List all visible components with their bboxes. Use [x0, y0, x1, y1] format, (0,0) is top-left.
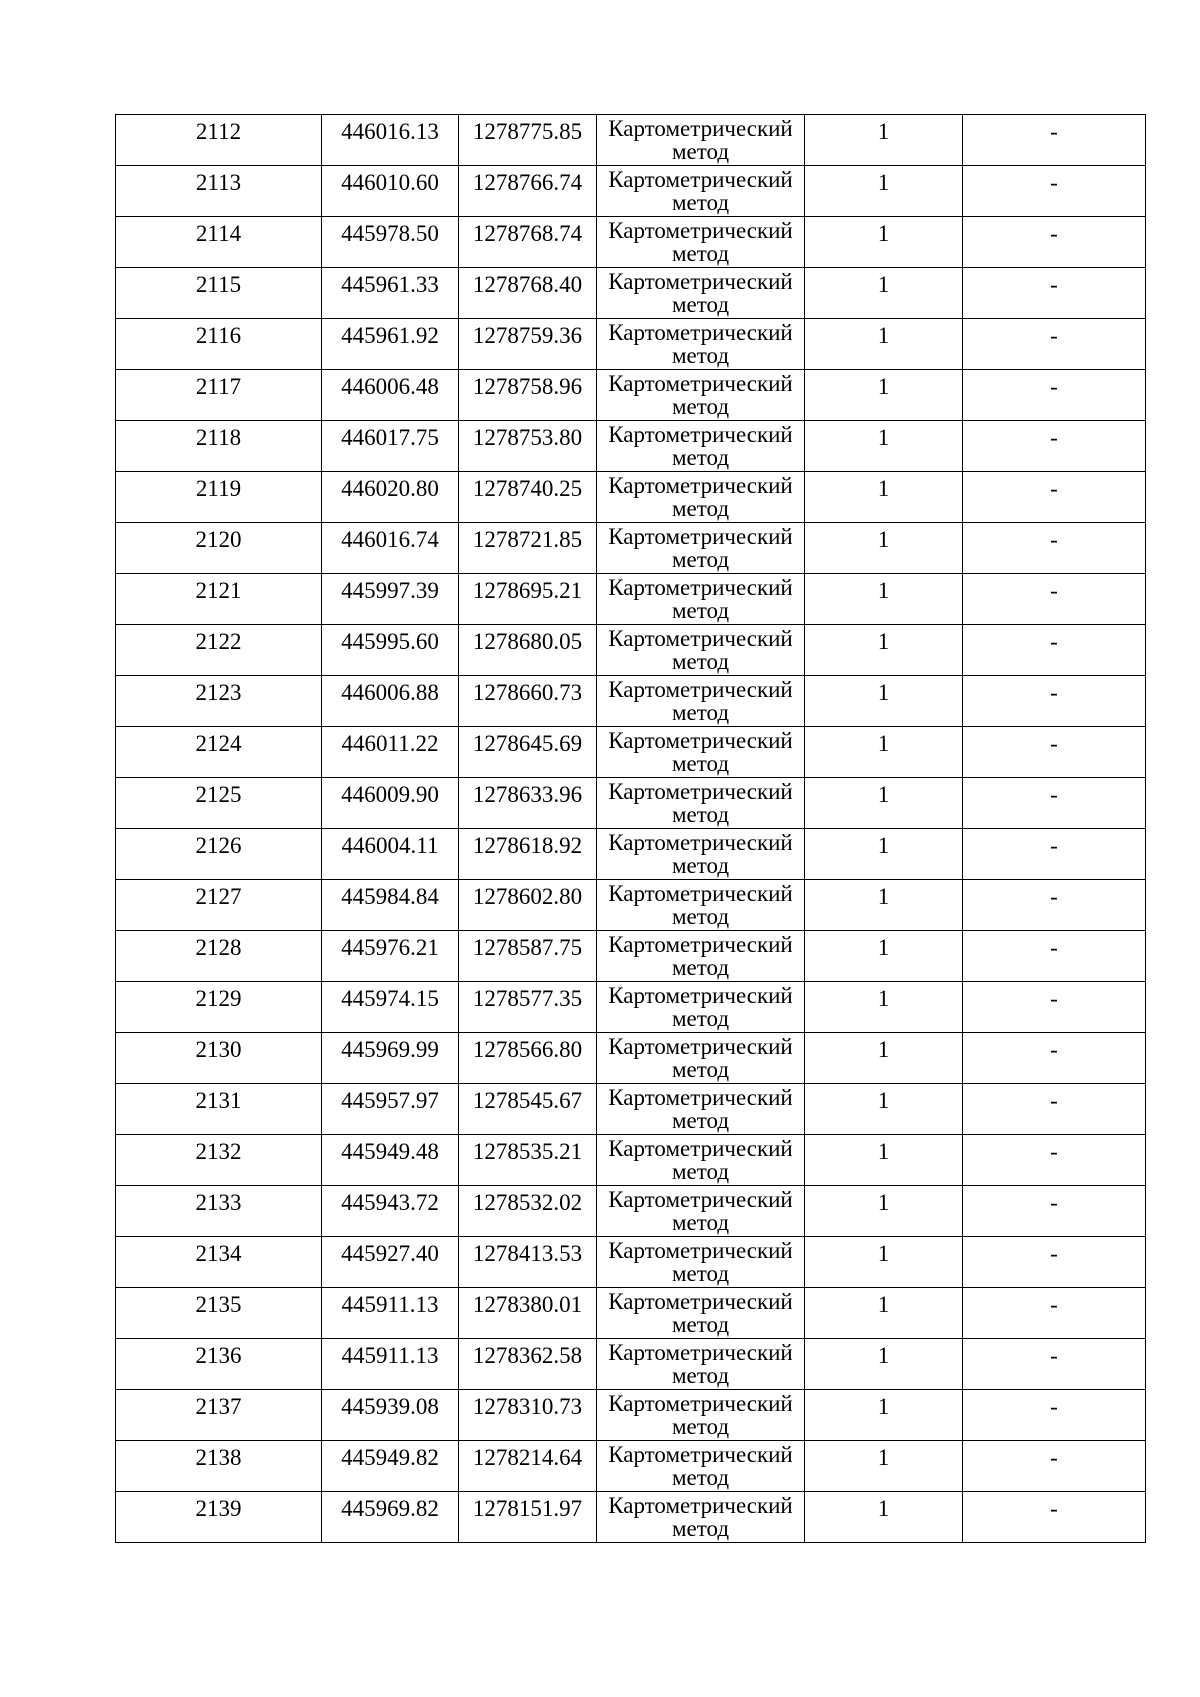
point-number-cell: 2128 [116, 931, 322, 982]
note-cell: - [963, 880, 1146, 931]
y-coordinate-cell: 1278380.01 [459, 1288, 597, 1339]
accuracy-cell: 1 [805, 1288, 963, 1339]
method-line-1: Картометрический [608, 1187, 793, 1212]
method-line-2: метод [671, 751, 730, 776]
point-number-cell: 2113 [116, 166, 322, 217]
method-cell [597, 1339, 805, 1390]
point-number-cell: 2138 [116, 1441, 322, 1492]
accuracy-cell: 1 [805, 370, 963, 421]
table-row [116, 370, 1146, 421]
y-coordinate-cell: 1278413.53 [459, 1237, 597, 1288]
method-line-2: метод [671, 241, 730, 266]
table-row [116, 1135, 1146, 1186]
method-cell [597, 1033, 805, 1084]
x-coordinate-cell: 446016.74 [322, 523, 459, 574]
method-line-1: Картометрический [608, 1493, 793, 1518]
method-line-2: метод [671, 1516, 730, 1541]
table-row [116, 1492, 1146, 1543]
point-number-cell: 2116 [116, 319, 322, 370]
method-cell [597, 1084, 805, 1135]
x-coordinate-cell: 445939.08 [322, 1390, 459, 1441]
table-row [116, 1237, 1146, 1288]
method-line-2: метод [671, 649, 730, 674]
method-cell [597, 1135, 805, 1186]
method-line-2: метод [671, 1465, 730, 1490]
note-cell: - [963, 1033, 1146, 1084]
y-coordinate-cell: 1278577.35 [459, 982, 597, 1033]
x-coordinate-cell: 446016.13 [322, 115, 459, 166]
point-number-cell: 2118 [116, 421, 322, 472]
method-line-2: метод [671, 1261, 730, 1286]
y-coordinate-cell: 1278660.73 [459, 676, 597, 727]
method-line-1: Картометрический [608, 1085, 793, 1110]
method-line-1: Картометрический [608, 1442, 793, 1467]
note-cell: - [963, 829, 1146, 880]
note-cell: - [963, 370, 1146, 421]
note-cell: - [963, 625, 1146, 676]
accuracy-cell: 1 [805, 931, 963, 982]
method-line-1: Картометрический [608, 422, 793, 447]
y-coordinate-cell: 1278532.02 [459, 1186, 597, 1237]
accuracy-cell: 1 [805, 1237, 963, 1288]
coordinates-table [115, 114, 1146, 1543]
method-line-1: Картометрический [608, 269, 793, 294]
x-coordinate-cell: 445957.97 [322, 1084, 459, 1135]
method-line-2: метод [671, 1363, 730, 1388]
point-number-cell: 2137 [116, 1390, 322, 1441]
method-line-2: метод [671, 1210, 730, 1235]
table-row [116, 421, 1146, 472]
table-body [116, 115, 1146, 1543]
y-coordinate-cell: 1278566.80 [459, 1033, 597, 1084]
accuracy-cell: 1 [805, 166, 963, 217]
x-coordinate-cell: 445961.33 [322, 268, 459, 319]
y-coordinate-cell: 1278766.74 [459, 166, 597, 217]
method-cell [597, 421, 805, 472]
y-coordinate-cell: 1278721.85 [459, 523, 597, 574]
x-coordinate-cell: 446006.48 [322, 370, 459, 421]
method-cell [597, 115, 805, 166]
table-row [116, 166, 1146, 217]
point-number-cell: 2129 [116, 982, 322, 1033]
point-number-cell: 2132 [116, 1135, 322, 1186]
x-coordinate-cell: 445911.13 [322, 1339, 459, 1390]
y-coordinate-cell: 1278151.97 [459, 1492, 597, 1543]
x-coordinate-cell: 445995.60 [322, 625, 459, 676]
y-coordinate-cell: 1278680.05 [459, 625, 597, 676]
method-cell [597, 778, 805, 829]
method-line-2: метод [671, 547, 730, 572]
method-line-2: метод [671, 343, 730, 368]
x-coordinate-cell: 445943.72 [322, 1186, 459, 1237]
y-coordinate-cell: 1278758.96 [459, 370, 597, 421]
method-line-1: Картометрический [608, 116, 793, 141]
table-row [116, 982, 1146, 1033]
note-cell: - [963, 319, 1146, 370]
method-cell [597, 319, 805, 370]
method-cell [597, 166, 805, 217]
table-row [116, 1339, 1146, 1390]
method-cell [597, 574, 805, 625]
note-cell: - [963, 166, 1146, 217]
y-coordinate-cell: 1278310.73 [459, 1390, 597, 1441]
point-number-cell: 2130 [116, 1033, 322, 1084]
note-cell: - [963, 931, 1146, 982]
note-cell: - [963, 1135, 1146, 1186]
accuracy-cell: 1 [805, 778, 963, 829]
point-number-cell: 2121 [116, 574, 322, 625]
y-coordinate-cell: 1278362.58 [459, 1339, 597, 1390]
y-coordinate-cell: 1278587.75 [459, 931, 597, 982]
note-cell: - [963, 268, 1146, 319]
accuracy-cell: 1 [805, 1492, 963, 1543]
y-coordinate-cell: 1278602.80 [459, 880, 597, 931]
accuracy-cell: 1 [805, 982, 963, 1033]
method-line-1: Картометрический [608, 881, 793, 906]
table-row [116, 1441, 1146, 1492]
point-number-cell: 2119 [116, 472, 322, 523]
method-line-1: Картометрический [608, 167, 793, 192]
method-cell [597, 472, 805, 523]
method-line-2: метод [671, 394, 730, 419]
method-line-1: Картометрический [608, 728, 793, 753]
note-cell: - [963, 1390, 1146, 1441]
accuracy-cell: 1 [805, 727, 963, 778]
method-line-1: Картометрический [608, 779, 793, 804]
table-row [116, 523, 1146, 574]
point-number-cell: 2122 [116, 625, 322, 676]
point-number-cell: 2125 [116, 778, 322, 829]
table-row [116, 625, 1146, 676]
method-cell [597, 625, 805, 676]
note-cell: - [963, 421, 1146, 472]
point-number-cell: 2135 [116, 1288, 322, 1339]
method-cell [597, 1186, 805, 1237]
x-coordinate-cell: 446009.90 [322, 778, 459, 829]
accuracy-cell: 1 [805, 1390, 963, 1441]
note-cell: - [963, 217, 1146, 268]
point-number-cell: 2127 [116, 880, 322, 931]
table-row [116, 217, 1146, 268]
y-coordinate-cell: 1278768.40 [459, 268, 597, 319]
x-coordinate-cell: 446004.11 [322, 829, 459, 880]
table-row [116, 268, 1146, 319]
x-coordinate-cell: 446010.60 [322, 166, 459, 217]
method-line-2: метод [671, 445, 730, 470]
method-line-2: метод [671, 292, 730, 317]
note-cell: - [963, 472, 1146, 523]
x-coordinate-cell: 445969.82 [322, 1492, 459, 1543]
accuracy-cell: 1 [805, 319, 963, 370]
note-cell: - [963, 1441, 1146, 1492]
point-number-cell: 2112 [116, 115, 322, 166]
table-row [116, 1084, 1146, 1135]
accuracy-cell: 1 [805, 1186, 963, 1237]
method-cell [597, 268, 805, 319]
method-line-2: метод [671, 853, 730, 878]
method-line-1: Картометрический [608, 677, 793, 702]
method-line-1: Картометрический [608, 473, 793, 498]
point-number-cell: 2131 [116, 1084, 322, 1135]
accuracy-cell: 1 [805, 829, 963, 880]
x-coordinate-cell: 445969.99 [322, 1033, 459, 1084]
x-coordinate-cell: 445984.84 [322, 880, 459, 931]
method-line-2: метод [671, 904, 730, 929]
y-coordinate-cell: 1278618.92 [459, 829, 597, 880]
method-line-2: метод [671, 1414, 730, 1439]
method-line-2: метод [671, 1108, 730, 1133]
method-line-1: Картометрический [608, 1136, 793, 1161]
table-row [116, 1186, 1146, 1237]
method-line-2: метод [671, 802, 730, 827]
method-cell [597, 1390, 805, 1441]
method-line-2: метод [671, 1006, 730, 1031]
point-number-cell: 2126 [116, 829, 322, 880]
y-coordinate-cell: 1278633.96 [459, 778, 597, 829]
note-cell: - [963, 778, 1146, 829]
method-cell [597, 880, 805, 931]
table-row [116, 1288, 1146, 1339]
method-line-2: метод [671, 1159, 730, 1184]
point-number-cell: 2117 [116, 370, 322, 421]
method-line-1: Картометрический [608, 932, 793, 957]
y-coordinate-cell: 1278695.21 [459, 574, 597, 625]
point-number-cell: 2134 [116, 1237, 322, 1288]
method-line-1: Картометрический [608, 830, 793, 855]
method-line-1: Картометрический [608, 1034, 793, 1059]
point-number-cell: 2124 [116, 727, 322, 778]
method-line-1: Картометрический [608, 371, 793, 396]
x-coordinate-cell: 445976.21 [322, 931, 459, 982]
method-cell [597, 676, 805, 727]
y-coordinate-cell: 1278740.25 [459, 472, 597, 523]
accuracy-cell: 1 [805, 1339, 963, 1390]
method-cell [597, 1237, 805, 1288]
note-cell: - [963, 115, 1146, 166]
method-line-2: метод [671, 1312, 730, 1337]
method-line-2: метод [671, 955, 730, 980]
accuracy-cell: 1 [805, 268, 963, 319]
accuracy-cell: 1 [805, 676, 963, 727]
accuracy-cell: 1 [805, 217, 963, 268]
accuracy-cell: 1 [805, 115, 963, 166]
y-coordinate-cell: 1278775.85 [459, 115, 597, 166]
point-number-cell: 2123 [116, 676, 322, 727]
y-coordinate-cell: 1278753.80 [459, 421, 597, 472]
x-coordinate-cell: 445949.82 [322, 1441, 459, 1492]
method-cell [597, 1441, 805, 1492]
accuracy-cell: 1 [805, 1135, 963, 1186]
x-coordinate-cell: 446011.22 [322, 727, 459, 778]
table-row [116, 880, 1146, 931]
x-coordinate-cell: 445978.50 [322, 217, 459, 268]
x-coordinate-cell: 445949.48 [322, 1135, 459, 1186]
method-cell [597, 217, 805, 268]
note-cell: - [963, 727, 1146, 778]
accuracy-cell: 1 [805, 421, 963, 472]
y-coordinate-cell: 1278759.36 [459, 319, 597, 370]
note-cell: - [963, 676, 1146, 727]
method-line-2: метод [671, 700, 730, 725]
accuracy-cell: 1 [805, 574, 963, 625]
note-cell: - [963, 574, 1146, 625]
point-number-cell: 2115 [116, 268, 322, 319]
point-number-cell: 2114 [116, 217, 322, 268]
point-number-cell: 2139 [116, 1492, 322, 1543]
method-line-1: Картометрический [608, 1238, 793, 1263]
method-cell [597, 727, 805, 778]
x-coordinate-cell: 446020.80 [322, 472, 459, 523]
accuracy-cell: 1 [805, 880, 963, 931]
point-number-cell: 2120 [116, 523, 322, 574]
note-cell: - [963, 1288, 1146, 1339]
accuracy-cell: 1 [805, 1441, 963, 1492]
x-coordinate-cell: 445927.40 [322, 1237, 459, 1288]
method-line-1: Картометрический [608, 1289, 793, 1314]
method-line-1: Картометрический [608, 1391, 793, 1416]
method-line-1: Картометрический [608, 320, 793, 345]
method-line-1: Картометрический [608, 524, 793, 549]
method-cell [597, 931, 805, 982]
note-cell: - [963, 1339, 1146, 1390]
method-cell [597, 370, 805, 421]
method-line-1: Картометрический [608, 575, 793, 600]
method-line-1: Картометрический [608, 626, 793, 651]
note-cell: - [963, 982, 1146, 1033]
x-coordinate-cell: 445961.92 [322, 319, 459, 370]
method-cell [597, 1492, 805, 1543]
table-row [116, 574, 1146, 625]
point-number-cell: 2136 [116, 1339, 322, 1390]
method-cell [597, 829, 805, 880]
note-cell: - [963, 1237, 1146, 1288]
method-cell [597, 523, 805, 574]
method-line-2: метод [671, 139, 730, 164]
method-line-2: метод [671, 1057, 730, 1082]
table-row [116, 472, 1146, 523]
accuracy-cell: 1 [805, 1084, 963, 1135]
method-line-2: метод [671, 496, 730, 521]
y-coordinate-cell: 1278535.21 [459, 1135, 597, 1186]
x-coordinate-cell: 445974.15 [322, 982, 459, 1033]
x-coordinate-cell: 446017.75 [322, 421, 459, 472]
y-coordinate-cell: 1278645.69 [459, 727, 597, 778]
method-line-2: метод [671, 190, 730, 215]
note-cell: - [963, 1492, 1146, 1543]
table-row [116, 778, 1146, 829]
point-number-cell: 2133 [116, 1186, 322, 1237]
table-row [116, 829, 1146, 880]
table-row [116, 115, 1146, 166]
table-row [116, 1033, 1146, 1084]
y-coordinate-cell: 1278545.67 [459, 1084, 597, 1135]
table-row [116, 319, 1146, 370]
x-coordinate-cell: 445997.39 [322, 574, 459, 625]
method-line-2: метод [671, 598, 730, 623]
method-cell [597, 1288, 805, 1339]
x-coordinate-cell: 445911.13 [322, 1288, 459, 1339]
accuracy-cell: 1 [805, 523, 963, 574]
method-line-1: Картометрический [608, 983, 793, 1008]
method-line-1: Картометрический [608, 218, 793, 243]
y-coordinate-cell: 1278768.74 [459, 217, 597, 268]
x-coordinate-cell: 446006.88 [322, 676, 459, 727]
table-row [116, 676, 1146, 727]
accuracy-cell: 1 [805, 472, 963, 523]
note-cell: - [963, 523, 1146, 574]
note-cell: - [963, 1186, 1146, 1237]
accuracy-cell: 1 [805, 625, 963, 676]
method-cell [597, 982, 805, 1033]
table-row [116, 931, 1146, 982]
note-cell: - [963, 1084, 1146, 1135]
y-coordinate-cell: 1278214.64 [459, 1441, 597, 1492]
table-row [116, 727, 1146, 778]
method-line-1: Картометрический [608, 1340, 793, 1365]
table-row [116, 1390, 1146, 1441]
accuracy-cell: 1 [805, 1033, 963, 1084]
